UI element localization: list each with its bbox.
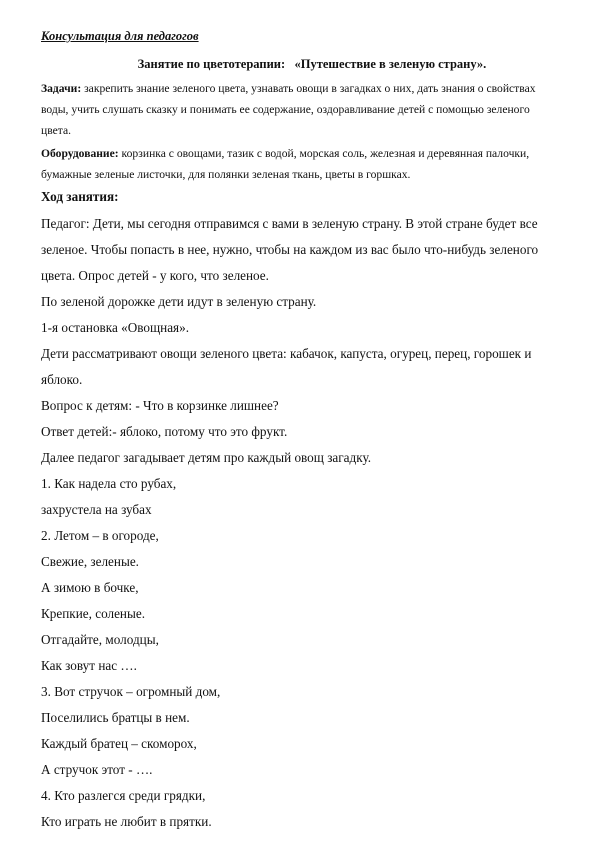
riddle-line: захрустела на зубах: [41, 502, 152, 517]
document-heading: Консультация для педагогов: [41, 29, 199, 43]
paragraph: Вопрос к детям: - Что в корзинке лишнее?: [41, 398, 279, 413]
tasks-label: Задачи:: [41, 82, 82, 95]
tasks-paragraph: [41, 78, 555, 141]
riddle-line: Каждый братец – скоморох,: [41, 736, 197, 751]
riddle-line: А стручок этот - ….: [41, 762, 153, 777]
lesson-title: Занятие по цветотерапии: «Путешествие в зеленую страну».: [137, 57, 487, 71]
tasks-text: закрепить знание зеленого цвета, узнавать овощи в загадках о них, дать знания о свойствах воды, учить слушать сказку и понимать ее содержание, оздоравливание детей с помощью зеленого цвета.: [41, 82, 536, 137]
riddle-line: Поселились братцы в нем.: [41, 710, 190, 725]
riddle-line: Кто играть не любит в прятки.: [41, 814, 212, 829]
paragraph: Далее педагог загадывает детям про каждый овощ загадку.: [41, 450, 372, 465]
paragraph: По зеленой дорожке дети идут в зеленую страну.: [41, 294, 317, 309]
riddle-line: 1. Как надела сто рубах,: [41, 476, 177, 491]
riddle-line: Отгадайте, молодцы,: [41, 632, 159, 647]
equipment-paragraph: [41, 143, 555, 185]
course-heading: Ход занятия:: [41, 189, 119, 204]
riddle-line: Как зовут нас ….: [41, 658, 137, 673]
equipment-label: Оборудование:: [41, 147, 119, 160]
paragraph: 1-я остановка «Овощная».: [41, 320, 190, 335]
riddle-line: 3. Вот стручок – огромный дом,: [41, 684, 221, 699]
paragraph: Педагог: Дети, мы сегодня отправимся с вами в зеленую страну. В этой стране будет все зеленое. Чтобы попасть в нее, нужно, чтобы на каждом из вас было что-нибудь зеленого цвета. Опрос детей - у кого, что зеленое.: [41, 216, 539, 283]
paragraph: Дети рассматривают овощи зеленого цвета: кабачок, капуста, огурец, перец, горошек и яблоко.: [41, 346, 532, 387]
riddle-line: Свежие, зеленые.: [41, 554, 139, 569]
riddle-line: Крепкие, соленые.: [41, 606, 145, 621]
riddle-line: А зимою в бочке,: [41, 580, 139, 595]
riddle-line: 4. Кто разлегся среди грядки,: [41, 788, 206, 803]
paragraph: Ответ детей:- яблоко, потому что это фрукт.: [41, 424, 288, 439]
riddle-line: 2. Летом – в огороде,: [41, 528, 159, 543]
equipment-text: корзинка с овощами, тазик с водой, морская соль, железная и деревянная палочки, бумажные зеленые листочки, для полянки зеленая ткань, цветы в горшках.: [41, 147, 530, 181]
lesson-body: [41, 211, 555, 835]
